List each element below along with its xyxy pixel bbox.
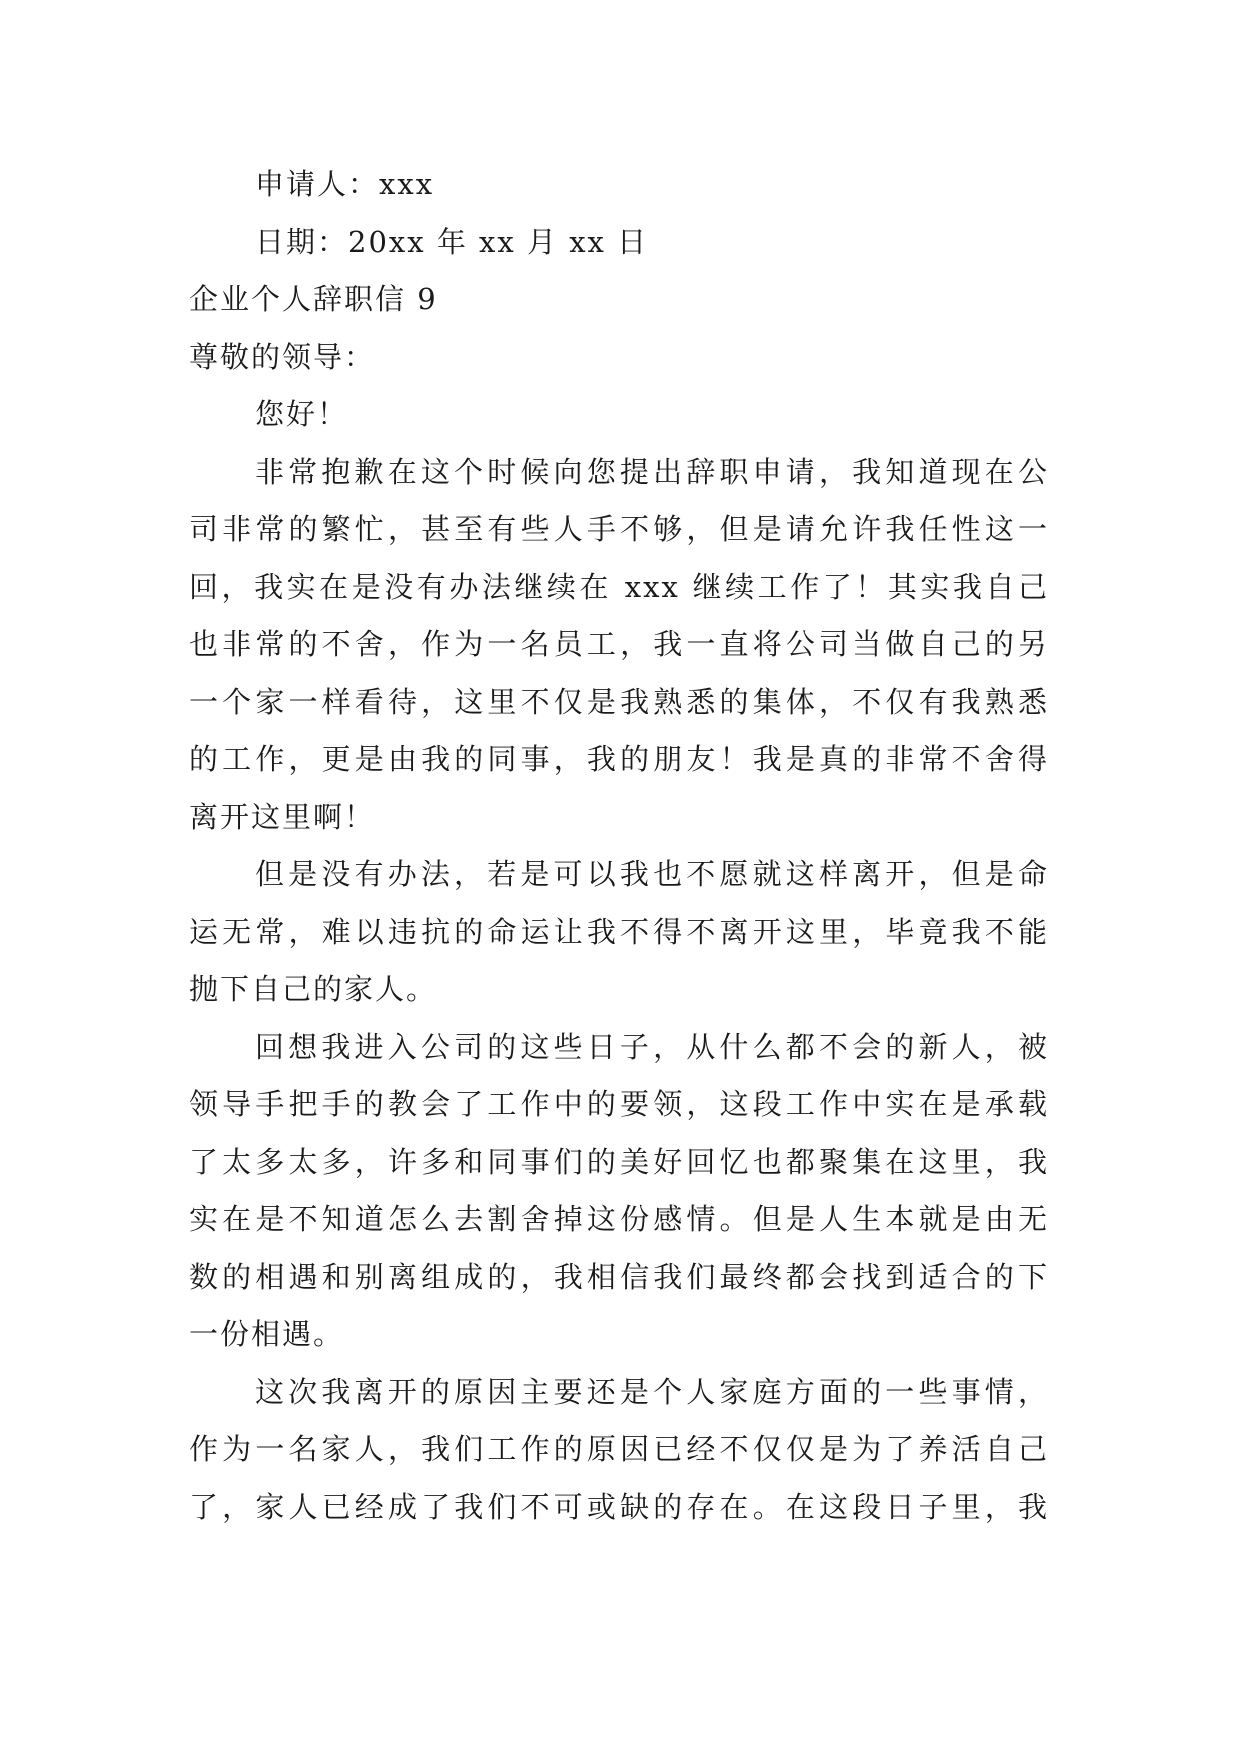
paragraph-line: 回想我进入公司的这些日子，从什么都不会的新人，被	[255, 1029, 1049, 1064]
paragraph-line: 的工作，更是由我的同事，我的朋友！我是真的非常不舍得	[189, 742, 1049, 776]
paragraph-line: 离开这里啊！	[189, 799, 376, 834]
paragraph-line: 了，家人已经成了我们不可或缺的存在。在这段日子里，我	[189, 1489, 1049, 1524]
paragraph-line: 但是没有办法，若是可以我也不愿就这样离开，但是命	[255, 857, 1049, 891]
paragraph-line: 实在是不知道怎么去割舍掉这份感情。但是人生本就是由无	[189, 1202, 1049, 1236]
paragraph-line: 了太多太多，许多和同事们的美好回忆也都聚集在这里，我	[189, 1144, 1049, 1179]
paragraph-line: 运无常，难以违抗的命运让我不得不离开这里，毕竟我不能	[189, 914, 1049, 949]
paragraph-line: 一个家一样看待，这里不仅是我熟悉的集体，不仅有我熟悉	[189, 684, 1049, 719]
paragraph-line: 领导手把手的教会了工作中的要领，这段工作中实在是承载	[189, 1087, 1049, 1121]
paragraph-line: 一份相遇。	[189, 1317, 345, 1351]
paragraph-line: 回，我实在是没有办法继续在 xxx 继续工作了！其实我自己	[189, 569, 1049, 604]
greeting: 您好！	[255, 397, 349, 431]
paragraph-line: 司非常的繁忙，甚至有些人手不够，但是请允许我任性这一	[189, 512, 1049, 546]
letter-title: 企业个人辞职信 9	[189, 282, 438, 316]
paragraph-line: 抛下自己的家人。	[189, 972, 438, 1006]
paragraph-line: 非常抱歉在这个时候向您提出辞职申请，我知道现在公	[255, 454, 1049, 489]
date-line: 日期：20xx 年 xx 月 xx 日	[255, 224, 649, 259]
paragraph-line: 这次我离开的原因主要还是个人家庭方面的一些事情，	[255, 1374, 1049, 1409]
letter-body	[189, 156, 1049, 1536]
paragraph	[189, 846, 1049, 1019]
paragraph	[189, 1019, 1049, 1364]
paragraph-line: 也非常的不舍，作为一名员工，我一直将公司当做自己的另	[189, 627, 1049, 661]
salutation: 尊敬的领导：	[189, 339, 376, 374]
paragraph-line: 数的相遇和别离组成的，我相信我们最终都会找到适合的下	[189, 1259, 1049, 1294]
paragraph-line: 作为一名家人，我们工作的原因已经不仅仅是为了养活自己	[189, 1432, 1049, 1466]
paragraph	[189, 444, 1049, 847]
applicant-line: 申请人：xxx	[255, 167, 435, 201]
paragraph	[189, 1364, 1049, 1537]
